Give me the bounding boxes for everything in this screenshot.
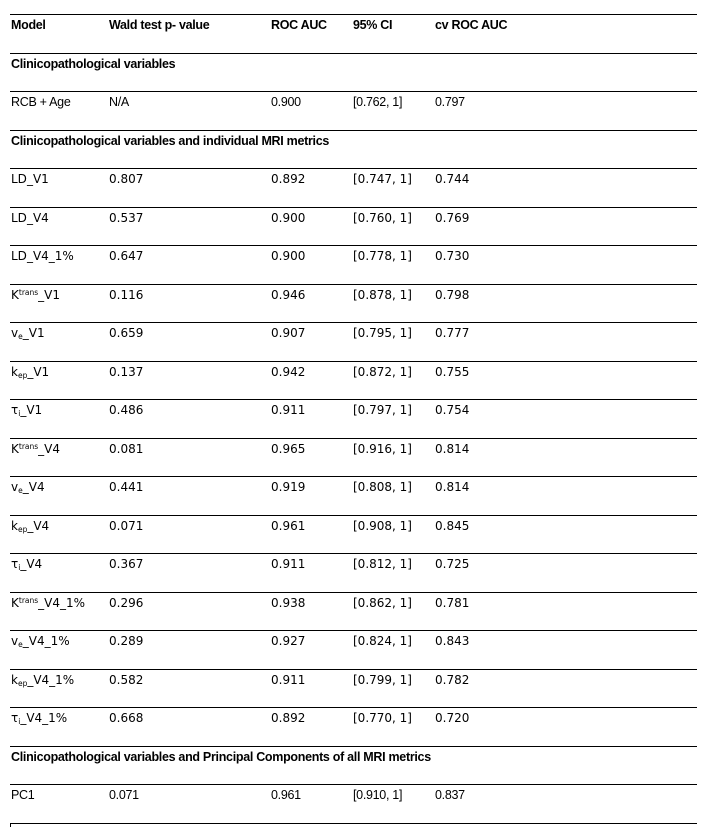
model-suffix: _V1 bbox=[22, 326, 45, 340]
model-base: RCB + Age bbox=[11, 95, 71, 109]
cell-roc-auc: 0.965 bbox=[271, 441, 306, 456]
model-suffix: _V4_1% bbox=[27, 672, 75, 687]
cell-ci: [0.778, 1] bbox=[353, 249, 412, 263]
cell-cv-roc-auc: 0.730 bbox=[435, 249, 470, 263]
cell-ci: [0.797, 1] bbox=[353, 403, 412, 417]
cell-model bbox=[11, 519, 49, 533]
model-base: τ bbox=[11, 403, 19, 417]
model-suffix: _V1 bbox=[20, 403, 43, 417]
model-base: τ bbox=[11, 557, 19, 571]
table-row bbox=[10, 207, 697, 246]
model-base: PC1 bbox=[11, 788, 35, 802]
section-row bbox=[10, 746, 697, 785]
table-row bbox=[10, 515, 697, 554]
cell-cv-roc-auc: 0.837 bbox=[435, 788, 465, 802]
model-subscript: e bbox=[18, 332, 23, 341]
table-row bbox=[10, 553, 697, 592]
table-row bbox=[10, 630, 697, 669]
cell-model bbox=[11, 480, 45, 494]
table-row bbox=[10, 669, 697, 708]
cell-ci: [0.747, 1] bbox=[353, 172, 412, 186]
header-wald: Wald test p- value bbox=[109, 18, 210, 32]
model-suffix: _V1 bbox=[27, 364, 50, 379]
model-subscript: ep bbox=[17, 370, 28, 380]
cell-ci: [0.824, 1] bbox=[353, 634, 412, 648]
cell-cv-roc-auc: 0.769 bbox=[435, 210, 470, 225]
cell-model bbox=[11, 211, 49, 225]
cell-roc-auc: 0.961 bbox=[271, 788, 301, 802]
cell-model bbox=[11, 596, 85, 610]
cell-wald-p: 0.441 bbox=[109, 480, 144, 494]
model-subscript: i bbox=[18, 717, 21, 726]
results-table bbox=[10, 14, 697, 824]
cell-wald-p: 0.081 bbox=[109, 441, 144, 456]
cell-cv-roc-auc: 0.720 bbox=[435, 711, 470, 725]
section-title: Clinicopathological variables and Principal Components of all MRI metrics bbox=[11, 749, 431, 764]
model-suffix: _V4_1% bbox=[22, 634, 70, 648]
cell-model bbox=[11, 557, 42, 571]
section-title: Clinicopathological variables and individual MRI metrics bbox=[11, 133, 329, 148]
model-base: τ bbox=[11, 711, 19, 725]
cell-ci: [0.812, 1] bbox=[353, 557, 412, 571]
cell-cv-roc-auc: 0.781 bbox=[435, 595, 470, 610]
cell-roc-auc: 0.911 bbox=[271, 672, 306, 687]
table-row bbox=[10, 784, 697, 824]
cell-ci: [0.872, 1] bbox=[353, 364, 412, 379]
model-suffix: _V4_1% bbox=[38, 595, 86, 610]
table-row bbox=[10, 168, 697, 207]
cell-cv-roc-auc: 0.725 bbox=[435, 557, 470, 571]
cell-roc-auc: 0.927 bbox=[271, 634, 306, 648]
model-base: v bbox=[11, 326, 19, 340]
cell-ci: [0.916, 1] bbox=[353, 441, 412, 456]
model-base: LD bbox=[11, 210, 27, 225]
cell-cv-roc-auc: 0.744 bbox=[435, 172, 470, 186]
cell-roc-auc: 0.892 bbox=[271, 172, 306, 186]
cell-ci: [0.808, 1] bbox=[353, 480, 412, 494]
cell-roc-auc: 0.907 bbox=[271, 326, 306, 340]
cell-model bbox=[11, 172, 49, 186]
table-row bbox=[10, 284, 697, 323]
table-row bbox=[10, 91, 697, 130]
cell-wald-p: 0.659 bbox=[109, 326, 144, 340]
model-base: K bbox=[11, 441, 19, 456]
cell-model bbox=[11, 95, 71, 109]
cell-ci: [0.878, 1] bbox=[353, 287, 412, 302]
model-suffix: _V4_1% bbox=[20, 711, 68, 725]
cell-roc-auc: 0.911 bbox=[271, 557, 306, 571]
table-row bbox=[10, 399, 697, 438]
header-roc-auc: ROC AUC bbox=[271, 18, 327, 32]
model-suffix: _V4 bbox=[38, 441, 60, 456]
cell-cv-roc-auc: 0.843 bbox=[435, 634, 470, 648]
table-row bbox=[10, 476, 697, 515]
model-subscript: e bbox=[18, 640, 23, 649]
model-suffix: _V4_1% bbox=[26, 249, 74, 263]
model-base: LD bbox=[11, 249, 27, 263]
cell-wald-p: 0.582 bbox=[109, 672, 144, 687]
cell-cv-roc-auc: 0.798 bbox=[435, 287, 470, 302]
cell-roc-auc: 0.919 bbox=[271, 480, 306, 494]
cell-ci: [0.795, 1] bbox=[353, 326, 412, 340]
model-subscript: e bbox=[18, 486, 23, 495]
cell-wald-p: 0.668 bbox=[109, 711, 144, 725]
cell-cv-roc-auc: 0.755 bbox=[435, 364, 470, 379]
table-row bbox=[10, 245, 697, 284]
cell-wald-p: 0.116 bbox=[109, 287, 144, 302]
model-base: LD bbox=[11, 172, 27, 186]
cell-model bbox=[11, 634, 70, 648]
cell-roc-auc: 0.892 bbox=[271, 711, 306, 725]
model-suffix: _V4 bbox=[22, 480, 45, 494]
model-base: K bbox=[11, 595, 19, 610]
model-subscript: i bbox=[18, 563, 21, 572]
cell-cv-roc-auc: 0.814 bbox=[435, 441, 470, 456]
table-row bbox=[10, 322, 697, 361]
cell-wald-p: N/A bbox=[109, 95, 129, 109]
model-base: k bbox=[11, 672, 18, 687]
header-ci: 95% CI bbox=[353, 18, 393, 32]
cell-roc-auc: 0.961 bbox=[271, 518, 306, 533]
cell-roc-auc: 0.946 bbox=[271, 287, 306, 302]
section-title: Clinicopathological variables bbox=[11, 56, 176, 71]
cell-roc-auc: 0.900 bbox=[271, 249, 306, 263]
model-suffix: _V4 bbox=[20, 557, 43, 571]
cell-roc-auc: 0.911 bbox=[271, 403, 306, 417]
model-suffix: _V4 bbox=[26, 210, 49, 225]
cell-model bbox=[11, 288, 60, 302]
cell-cv-roc-auc: 0.814 bbox=[435, 480, 470, 494]
cell-ci: [0.908, 1] bbox=[353, 518, 412, 533]
table-row bbox=[10, 361, 697, 400]
model-base: v bbox=[11, 480, 19, 494]
cell-model bbox=[11, 249, 74, 263]
cell-wald-p: 0.071 bbox=[109, 788, 139, 802]
section-row bbox=[10, 53, 697, 92]
cell-cv-roc-auc: 0.797 bbox=[435, 95, 465, 109]
cell-ci: [0.760, 1] bbox=[353, 210, 412, 225]
model-suffix: _V1 bbox=[26, 172, 49, 186]
cell-roc-auc: 0.938 bbox=[271, 595, 306, 610]
table-row bbox=[10, 438, 697, 477]
model-superscript: trans bbox=[18, 441, 39, 451]
cell-roc-auc: 0.900 bbox=[271, 210, 306, 225]
model-base: v bbox=[11, 634, 19, 648]
model-superscript: trans bbox=[18, 287, 39, 297]
cell-cv-roc-auc: 0.845 bbox=[435, 518, 470, 533]
cell-cv-roc-auc: 0.754 bbox=[435, 403, 470, 417]
model-subscript: ep bbox=[17, 678, 28, 688]
cell-wald-p: 0.289 bbox=[109, 634, 144, 648]
cell-ci: [0.762, 1] bbox=[353, 95, 403, 109]
cell-model bbox=[11, 442, 60, 456]
cell-wald-p: 0.367 bbox=[109, 557, 144, 571]
cell-wald-p: 0.137 bbox=[109, 364, 144, 379]
cell-model bbox=[11, 365, 49, 379]
table-header-row bbox=[10, 14, 697, 53]
cell-cv-roc-auc: 0.782 bbox=[435, 672, 470, 687]
cell-cv-roc-auc: 0.777 bbox=[435, 326, 470, 340]
model-suffix: _V1 bbox=[38, 287, 60, 302]
model-base: K bbox=[11, 287, 19, 302]
cell-wald-p: 0.071 bbox=[109, 518, 144, 533]
cell-model bbox=[11, 788, 34, 802]
model-base: k bbox=[11, 364, 18, 379]
cell-roc-auc: 0.942 bbox=[271, 364, 306, 379]
model-superscript: trans bbox=[18, 595, 39, 605]
cell-ci: [0.770, 1] bbox=[353, 711, 412, 725]
cell-model bbox=[11, 403, 42, 417]
header-model: Model bbox=[11, 18, 46, 32]
cell-ci: [0.862, 1] bbox=[353, 595, 412, 610]
model-suffix: _V4 bbox=[27, 518, 50, 533]
cell-wald-p: 0.807 bbox=[109, 172, 144, 186]
cell-model bbox=[11, 711, 67, 725]
table-row bbox=[10, 592, 697, 631]
model-subscript: ep bbox=[17, 524, 28, 534]
cell-ci: [0.910, 1] bbox=[353, 788, 403, 802]
cell-model bbox=[11, 673, 74, 687]
cell-wald-p: 0.486 bbox=[109, 403, 144, 417]
header-cv-roc-auc: cv ROC AUC bbox=[435, 18, 508, 32]
cell-wald-p: 0.296 bbox=[109, 595, 144, 610]
table-row bbox=[10, 707, 697, 746]
cell-model bbox=[11, 326, 45, 340]
model-subscript: i bbox=[18, 409, 21, 418]
model-base: k bbox=[11, 518, 18, 533]
cell-roc-auc: 0.900 bbox=[271, 95, 301, 109]
cell-wald-p: 0.537 bbox=[109, 210, 144, 225]
section-row bbox=[10, 130, 697, 169]
cell-ci: [0.799, 1] bbox=[353, 672, 412, 687]
cell-wald-p: 0.647 bbox=[109, 249, 144, 263]
